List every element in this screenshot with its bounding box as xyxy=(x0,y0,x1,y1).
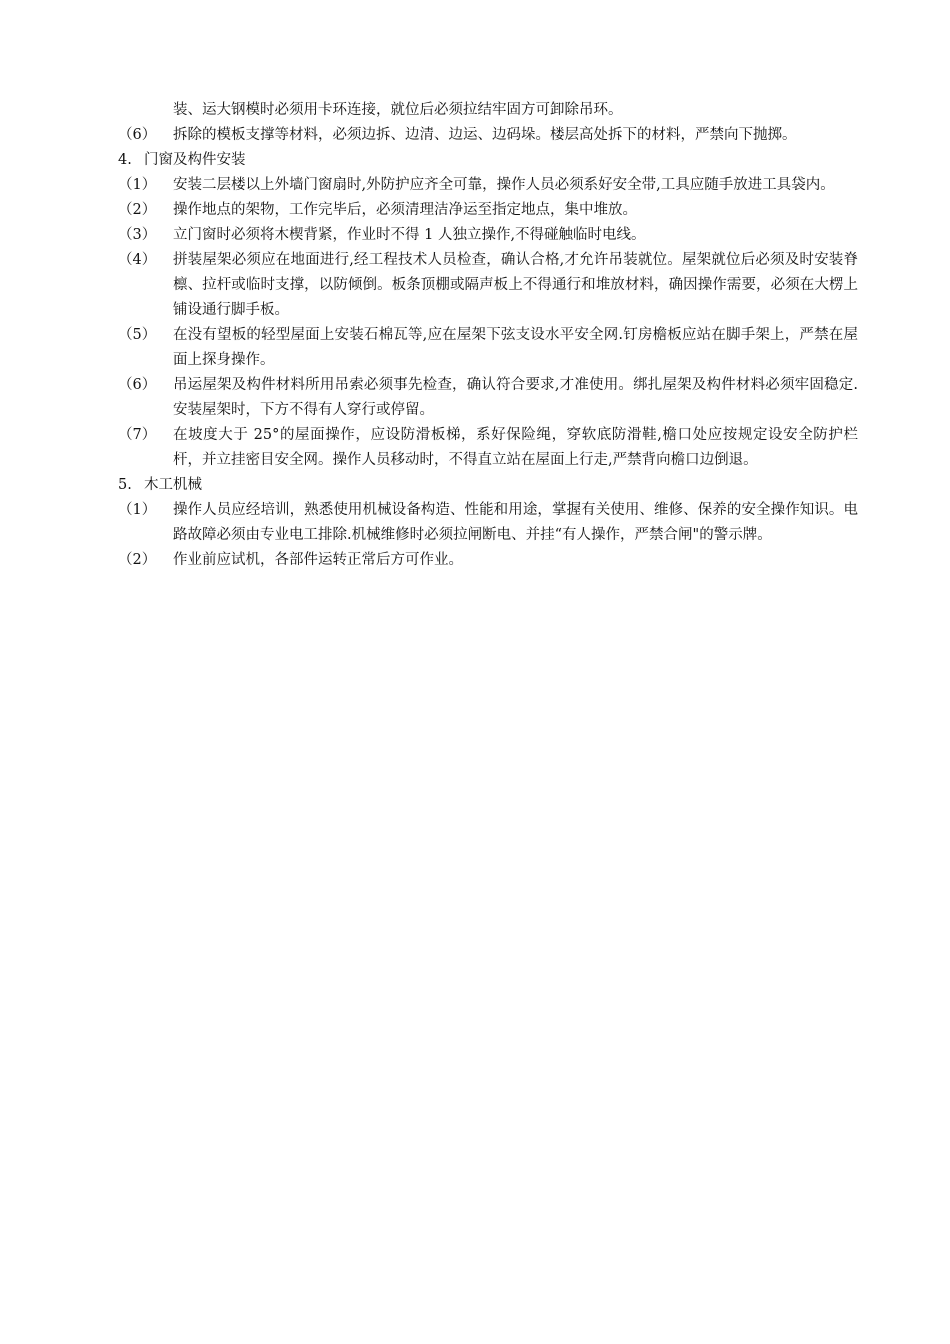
item-number: （6） xyxy=(118,127,157,143)
item-number: （6） xyxy=(118,377,157,393)
section-heading xyxy=(118,148,858,173)
list-item xyxy=(118,548,858,573)
item-text: 拆除的模板支撑等材料，必须边拆、边清、边运、边码垛。楼层高处拆下的材料，严禁向下抛掷。 xyxy=(173,127,797,143)
list-item xyxy=(118,248,858,323)
item-text: 在没有望板的轻型屋面上安装石棉瓦等,应在屋架下弦支设水平安全网.钉房檐板应站在脚手架上，严禁在屋面上探身操作。 xyxy=(173,327,858,368)
item-number: （1） xyxy=(118,177,157,193)
section-number: 5. xyxy=(118,477,132,493)
list-item xyxy=(118,123,858,148)
item-text: 在坡度大于 25°的屋面操作，应设防滑板梯，系好保险绳，穿软底防滑鞋,檐口处应按规定设安全防护栏杆，并立挂密目安全网。操作人员移动时，不得直立站在屋面上行走,严禁背向檐口边倒退。 xyxy=(173,427,858,468)
item-number: （4） xyxy=(118,252,157,268)
list-item xyxy=(118,323,858,373)
item-text: 安装二层楼以上外墙门窗扇时,外防护应齐全可靠，操作人员必须系好安全带,工具应随手放进工具袋内。 xyxy=(173,177,835,193)
section-number: 4. xyxy=(118,152,132,168)
item-number: （1） xyxy=(118,502,157,518)
section-title: 门窗及构件安装 xyxy=(144,152,246,168)
document-body xyxy=(118,98,858,573)
section-heading xyxy=(118,473,858,498)
item-number: （3） xyxy=(118,227,157,243)
item-number: （5） xyxy=(118,327,157,343)
item-text: 吊运屋架及构件材料所用吊索必须事先检查，确认符合要求,才准使用。绑扎屋架及构件材料必须牢固稳定.安装屋架时，下方不得有人穿行或停留。 xyxy=(173,377,858,418)
item-text: 立门窗时必须将木楔背紧，作业时不得 1 人独立操作,不得碰触临时电线。 xyxy=(173,227,646,243)
list-item xyxy=(118,223,858,248)
list-item xyxy=(118,198,858,223)
list-item xyxy=(118,498,858,548)
section-title: 木工机械 xyxy=(144,477,202,493)
item-text: 拼装屋架必须应在地面进行,经工程技术人员检查，确认合格,才允许吊装就位。屋架就位后必须及时安装脊檩、拉杆或临时支撑，以防倾倒。板条顶棚或隔声板上不得通行和堆放材料，确因操作需要，必须在大楞上铺设通行脚手板。 xyxy=(173,252,858,318)
list-item xyxy=(118,173,858,198)
item-text: 操作地点的架物，工作完毕后，必须清理洁净运至指定地点，集中堆放。 xyxy=(173,202,637,218)
list-item xyxy=(118,423,858,473)
item-number: （7） xyxy=(118,427,157,443)
item-number: （2） xyxy=(118,552,157,568)
continuation-paragraph: 装、运大钢模时必须用卡环连接，就位后必须拉结牢固方可卸除吊环。 xyxy=(173,102,623,118)
list-item xyxy=(118,373,858,423)
item-text: 操作人员应经培训，熟悉使用机械设备构造、性能和用途，掌握有关使用、维修、保养的安全操作知识。电路故障必须由专业电工排除.机械维修时必须拉闸断电、并挂“有人操作，严禁合闸"的警示牌。 xyxy=(173,502,858,543)
item-number: （2） xyxy=(118,202,157,218)
item-text: 作业前应试机，各部件运转正常后方可作业。 xyxy=(173,552,463,568)
